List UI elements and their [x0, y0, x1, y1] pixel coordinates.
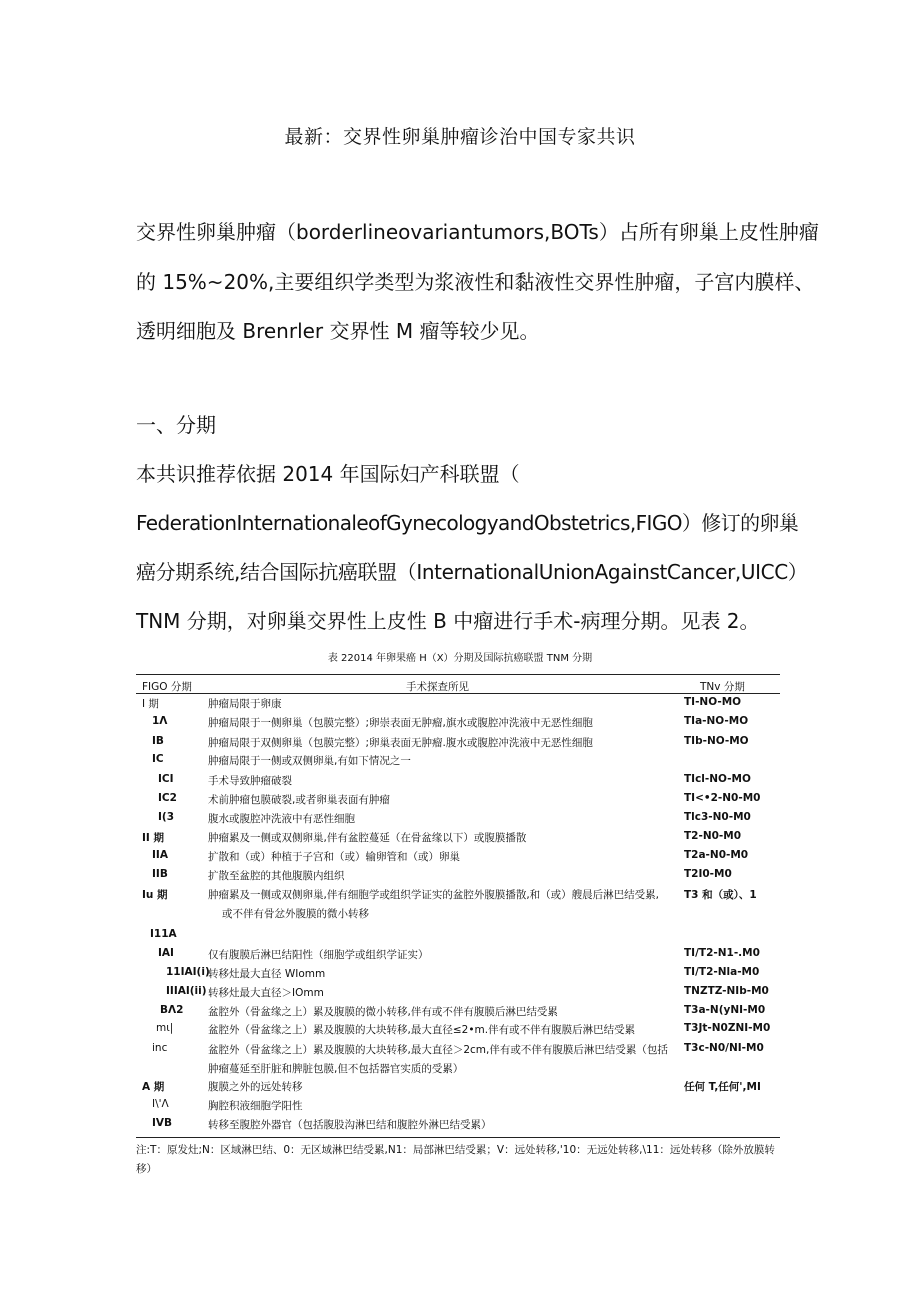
tnm-cell: T3Jt-N0ZNI-M0 — [684, 1022, 771, 1034]
stage-cell: BΛ2 — [160, 1004, 184, 1016]
stage-cell: ICI — [158, 773, 174, 785]
finding-cell: 转移至腹腔外器官（包括腹股沟淋巴结和腹腔外淋巴结受累） — [208, 1119, 492, 1131]
stage-cell: IIIAI(ii) — [166, 985, 207, 997]
stage-cell: mι| — [156, 1022, 174, 1034]
staging-line: FederationInternationaleofGynecologyandObstetrics,FIGO）修订的卵巢 — [136, 511, 799, 535]
stage-cell: IIB — [152, 868, 168, 880]
stage-cell: A 期 — [142, 1081, 165, 1093]
section-heading: 一、分期 — [136, 413, 216, 437]
finding-cell: 肿瘤局限于一侧卵巢（包膜完整）;卵崇表面无肿瘤,旗水或腹腔冲洗液中无恶性细胞 — [208, 717, 593, 729]
stage-cell: I11A — [150, 928, 177, 940]
finding-cell: 术前肿瘤包膜破裂,或者卵巢表面有肿瘤 — [208, 794, 390, 806]
tnm-cell: Tlc3-N0-M0 — [684, 811, 751, 823]
table-top-rule — [136, 674, 780, 675]
table-note — [136, 1141, 786, 1179]
stage-cell: IVB — [152, 1117, 173, 1129]
tnm-cell: 任何 T,任何',MI — [684, 1081, 761, 1093]
finding-cell: 盆腔外（骨盆缘之上）累及腹膜的微小转移,伴有或不伴有腹膜后淋巴结受累 — [208, 1006, 558, 1018]
tnm-cell: TIb-NO-MO — [684, 735, 749, 747]
stage-cell: inc — [152, 1042, 168, 1054]
stage-cell: 1Λ — [152, 715, 168, 727]
tnm-cell: T2-N0-M0 — [684, 830, 742, 842]
finding-cell: 肿瘤局限于一侧或双侧卵巢,有如下情况之一 — [208, 755, 411, 767]
stage-cell: IC — [152, 753, 164, 765]
header-figo: FIGO 分期 — [142, 681, 192, 693]
staging-line: TNM 分期，对卵巢交界性上皮性 B 中瘤进行手术-病理分期。见表 2。 — [136, 609, 760, 633]
stage-cell: I\'Λ — [152, 1098, 169, 1110]
header-tnm: TNv 分期 — [700, 681, 745, 693]
staging-line: 癌分期系统,结合国际抗癌联盟（InternationalUnionAgainstCancer,UICC） — [136, 560, 808, 584]
tnm-cell: TNZTZ-NIb-M0 — [684, 985, 769, 997]
finding-cell: 手术导致肿瘤破裂 — [208, 775, 292, 787]
intro-line: 透明细胞及 Brenrler 交界性 M 瘤等较少见。 — [136, 319, 540, 343]
finding-cell: 盆腔外（骨盆缘之上）累及腹膜的大块转移,最大直径＞2cm,伴有或不伴有腹膜后淋巴结受累（包括 — [208, 1044, 668, 1056]
tnm-cell: TIcl-NO-MO — [684, 773, 751, 785]
stage-cell: 11IAI(i) — [166, 966, 210, 978]
note-line: 移） — [136, 1163, 157, 1175]
finding-cell: 扩散至盆腔的其他腹膜内组织 — [208, 870, 345, 882]
finding-cell: 仅有腹膜后淋巴结阳性（细胞学或组织学证实） — [208, 949, 429, 961]
tnm-cell: TI/T2-N1-.M0 — [684, 947, 760, 959]
stage-cell: II 期 — [142, 832, 164, 844]
finding-cell: 肿瘤累及一侧或双侧卵巢,伴有盆腔蔓延（在骨盆缘以下）或腹膜播散 — [208, 832, 527, 844]
stage-cell: IB — [152, 735, 164, 747]
note-line: 注:T：原发灶;N：区域淋巴结、0：无区域淋巴结受累,N1：局部淋巴结受累；V：远处转移,'10：无远处转移,\11：远处转移（除外放膜转 — [136, 1144, 775, 1156]
finding-cell-continued: 或不伴有骨忿外腹膜的微小转移 — [222, 908, 369, 920]
tnm-cell: TI-NO-MO — [684, 696, 742, 708]
table-header-rule — [136, 693, 780, 694]
stage-cell: IAI — [158, 947, 174, 959]
tnm-cell: TI<•2-N0-M0 — [684, 792, 761, 804]
finding-cell: 腹膜之外的远处转移 — [208, 1081, 303, 1093]
table-bottom-rule — [136, 1137, 780, 1138]
tnm-cell: T3a-N(yNI-M0 — [684, 1004, 766, 1016]
finding-cell: 肿瘤累及一侧或双侧卵巢,伴有细胞学或组织学证实的盆腔外腹膜播散,和（或）艘晨后淋巴结受累, — [208, 889, 660, 901]
stage-cell: I(3 — [158, 811, 175, 823]
tnm-cell: T2I0-M0 — [684, 868, 732, 880]
finding-cell: 扩散和（或）种植于子宫和（或）输卵管和（或）卵巢 — [208, 851, 460, 863]
finding-cell: 转移灶最大直径＞IOmm — [208, 987, 324, 999]
tnm-cell: T3c-N0/NI-M0 — [684, 1042, 764, 1054]
stage-cell: Iu 期 — [142, 889, 168, 901]
finding-cell: 肿瘤局限于卵康 — [208, 698, 282, 710]
stage-cell: IIA — [152, 849, 168, 861]
tnm-cell: T3 和（或）、1 — [684, 889, 757, 901]
tnm-cell: TI/T2-Nla-M0 — [684, 966, 760, 978]
finding-cell-continued: 肿瘤蔓延至肝脏和脾脏包膜,但不包括器官实质的受累） — [208, 1063, 464, 1075]
finding-cell: 肿瘤局限于双侧卵巢（包膜完整）;卵巢表面无肿瘤.腹水或腹腔冲洗液中无恶性细胞 — [208, 737, 593, 749]
intro-line: 的 15%~20%,主要组织学类型为浆液性和黏液性交界性肿瘤，子宫内膜样、 — [136, 270, 815, 294]
finding-cell: 盆腔外（骨盆缘之上）累及腹膜的大块转移,最大直径≤2•m.伴有或不伴有腹膜后淋巴结受累 — [208, 1024, 636, 1036]
table-caption: 表 22014 年卵果癌 H（X）分期及国际抗癌联盟 TNM 分期 — [327, 653, 593, 664]
stage-cell: IC2 — [158, 792, 177, 804]
tnm-cell: TIa-NO-MO — [684, 715, 749, 727]
document-title: 最新：交界性卵巢肿瘤诊治中国专家共识 — [284, 126, 636, 148]
finding-cell: 转移灶最大直径 WIomm — [208, 968, 326, 980]
finding-cell: 胸腔积液细胞学阳性 — [208, 1100, 303, 1112]
stage-cell: I 期 — [142, 698, 159, 710]
staging-line: 本共识推荐依据 2014 年国际妇产科联盟（ — [136, 462, 520, 486]
intro-line: 交界性卵巢肿瘤（borderlineovariantumors,BOTs）占所有卵巢上皮性肿瘤 — [136, 220, 819, 244]
finding-cell: 腹水或腹腔冲洗液中有恶性细胞 — [208, 813, 355, 825]
header-finding: 手术探查所见 — [406, 681, 469, 693]
tnm-cell: T2a-N0-M0 — [684, 849, 749, 861]
